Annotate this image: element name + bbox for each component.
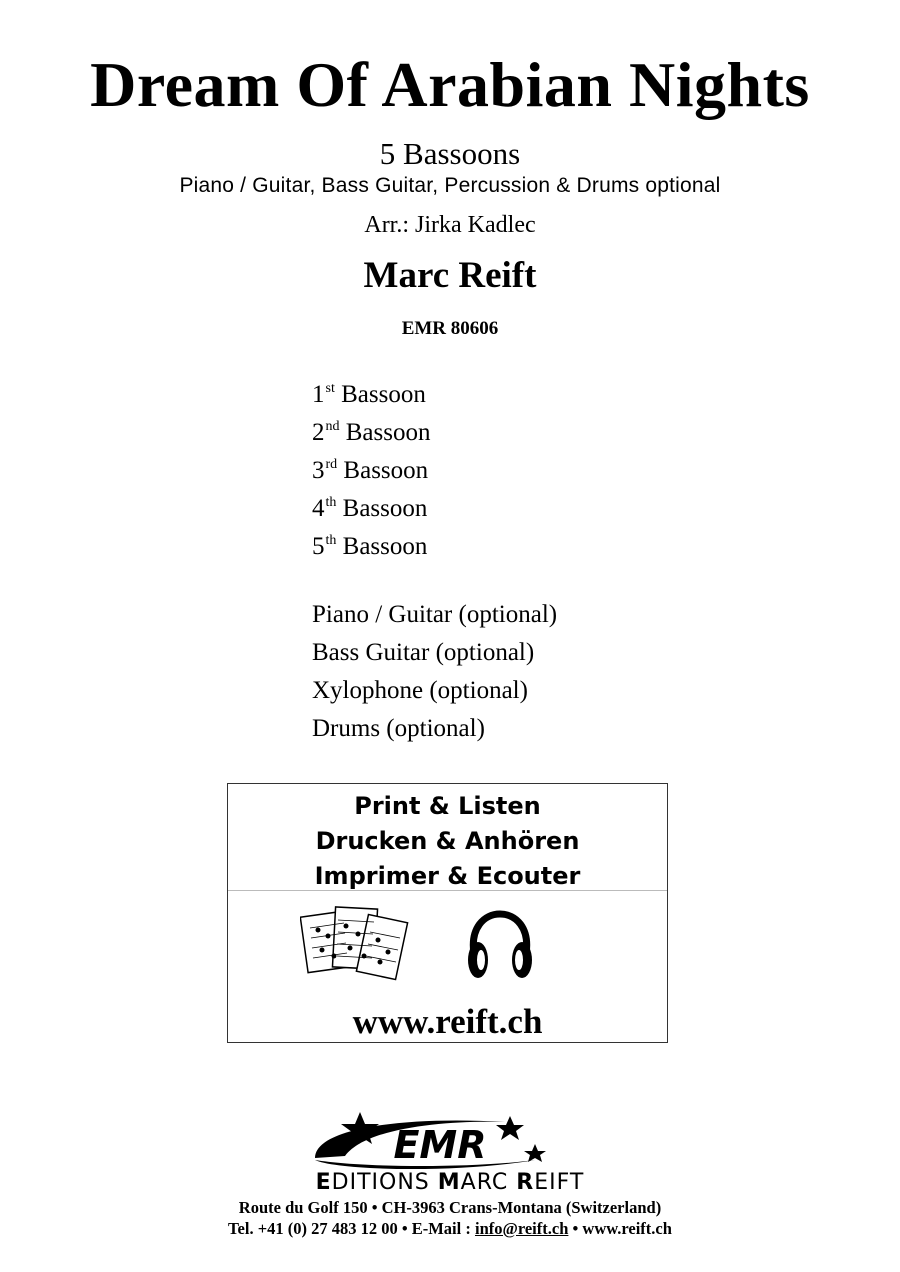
part-item: 2nd Bassoon: [312, 419, 431, 446]
promo-line-1: Print & Listen: [354, 792, 541, 820]
optional-part-item: Drums (optional): [312, 715, 485, 742]
headphones-icon: [464, 908, 536, 984]
part-item: 4th Bassoon: [312, 495, 428, 522]
part-item: 3rd Bassoon: [312, 457, 429, 484]
title: Dream Of Arabian Nights: [90, 49, 810, 120]
part-item: 1st Bassoon: [312, 381, 426, 408]
publisher-contact: Tel. +41 (0) 27 483 12 00 • E-Mail : info@reift.ch • www.reift.ch: [228, 1219, 672, 1238]
email-link[interactable]: info@reift.ch: [474, 1219, 569, 1238]
promo-line-2: Drucken & Anhören: [315, 827, 580, 855]
divider: [228, 890, 667, 891]
publisher-address: Route du Golf 150 • CH-3963 Crans-Montana (Switzerland): [238, 1198, 662, 1217]
promo-line-3: Imprimer & Ecouter: [314, 862, 581, 890]
instrumentation: Piano / Guitar, Bass Guitar, Percussion & Drums optional: [179, 174, 721, 197]
parts-list: [312, 370, 430, 560]
part-item: 5th Bassoon: [312, 533, 428, 560]
optional-parts-list: [312, 596, 557, 748]
promo-url: www.reift.ch: [352, 1002, 543, 1041]
optional-part-item: Bass Guitar (optional): [312, 639, 535, 666]
subtitle: 5 Bassoons: [379, 136, 521, 171]
web-link[interactable]: • www.reift.ch: [568, 1219, 672, 1238]
publisher-name: EDITIONS MARC REIFT: [315, 1170, 585, 1195]
composer: Marc Reift: [363, 255, 537, 296]
sheet-music-icon: [300, 904, 410, 984]
catalog-code: EMR 80606: [401, 318, 499, 339]
print-listen-box: [227, 783, 668, 1043]
svg-text:EMR: EMR: [393, 1123, 487, 1167]
optional-part-item: Piano / Guitar (optional): [312, 601, 558, 628]
arranger: Arr.: Jirka Kadlec: [364, 212, 536, 238]
optional-part-item: Xylophone (optional): [312, 677, 528, 704]
